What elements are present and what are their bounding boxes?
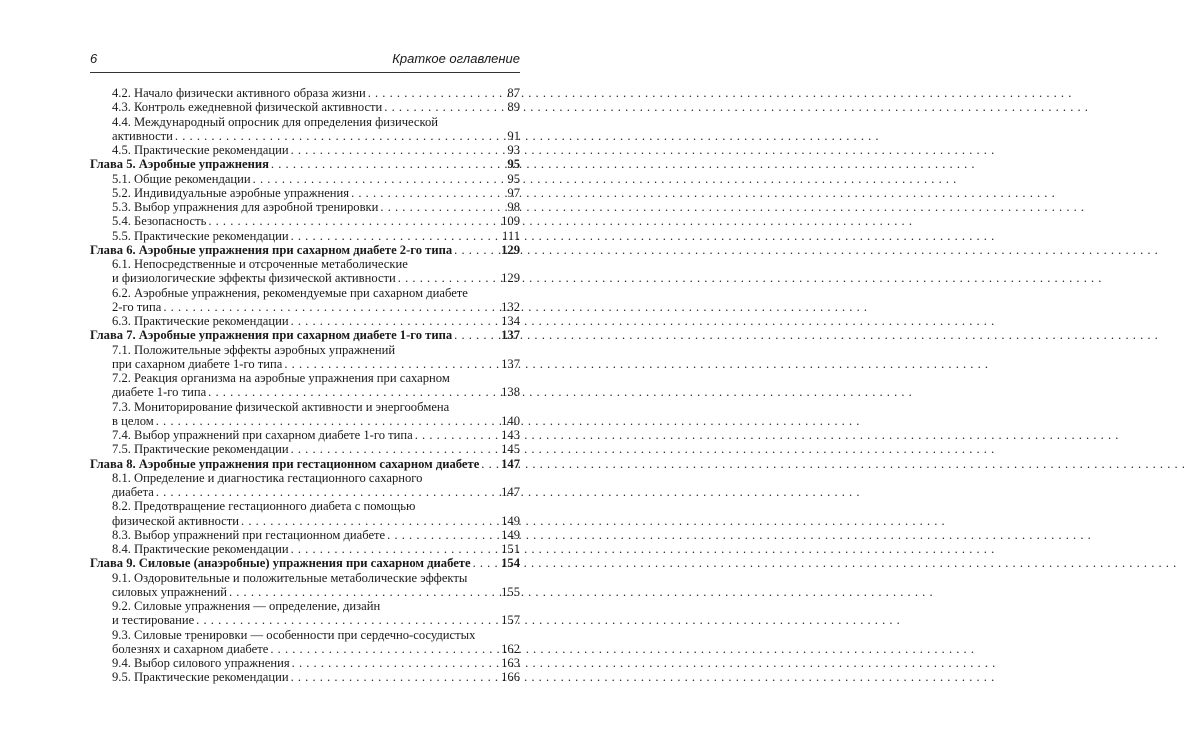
dot-leader — [208, 385, 499, 399]
dot-leader — [473, 556, 500, 570]
toc-section-entry — [90, 542, 520, 556]
page-number: 6 — [90, 51, 98, 66]
toc-section-entry — [90, 528, 520, 542]
toc-entry-title-line: Глава 9. Силовые (анаэробные) упражнения при сахарном диабете — [90, 556, 471, 571]
running-title: Краткое оглавление — [392, 51, 520, 66]
toc-section-entry — [90, 257, 520, 286]
toc-section-entry — [90, 172, 520, 186]
toc-section-entry — [90, 571, 520, 600]
toc-section-entry — [90, 670, 520, 684]
toc-section-entry — [90, 599, 520, 628]
toc-page-number: 91 — [507, 128, 520, 143]
dot-leader — [454, 328, 499, 342]
toc-entry-title-line: физической активности — [112, 513, 240, 528]
toc-section-entry — [90, 100, 520, 114]
dot-leader — [481, 457, 499, 471]
dot-leader — [292, 656, 499, 670]
toc-entry-title-line: 5.3. Выбор упражнения для аэробной тренировки — [112, 200, 379, 214]
toc-chapter-entry — [90, 157, 520, 171]
toc-page-number: 87 — [507, 86, 520, 100]
toc-chapter-entry — [90, 243, 520, 257]
toc-page-number: 95 — [507, 157, 520, 172]
toc-page-number: 163 — [501, 656, 520, 670]
toc-entry-title-line: активности — [112, 128, 173, 143]
toc-entry-title-line: болезнях и сахарном диабете — [112, 641, 269, 656]
toc-chapter-entry — [90, 457, 520, 471]
toc-entry-title-line: Глава 5. Аэробные упражнения — [90, 157, 269, 172]
toc-page-number: 147 — [501, 485, 520, 499]
toc-section-entry — [90, 400, 520, 429]
toc-entry-title-line: в целом — [112, 413, 154, 428]
toc-page-number: 137 — [501, 356, 520, 371]
toc-page-number: 129 — [501, 242, 520, 257]
toc-entry-title-line: 9.2. Силовые упражнения — определение, дизайн — [112, 599, 381, 613]
toc-page-number: 151 — [501, 542, 520, 556]
dot-leader — [253, 172, 506, 186]
toc-section-entry — [90, 229, 520, 243]
toc-section-entry — [90, 628, 520, 657]
toc-entry-title-line: 2-го типа — [112, 299, 162, 314]
toc-section-entry — [90, 442, 520, 456]
toc-entry-title-line: 4.5. Практические рекомендации — [112, 143, 289, 157]
toc-section-entry — [90, 214, 520, 228]
dot-leader — [351, 186, 505, 200]
toc-section-entry — [90, 499, 520, 528]
dot-leader — [163, 300, 499, 314]
dot-leader — [196, 613, 499, 627]
toc-section-entry — [90, 286, 520, 315]
toc-entry-title-line: 9.4. Выбор силового упражнения — [112, 656, 290, 670]
toc-section-entry — [90, 314, 520, 328]
toc-entry-title-line: 7.5. Практические рекомендации — [112, 442, 289, 457]
toc-entry-title-line: Глава 8. Аэробные упражнения при гестационном сахарном диабете — [90, 456, 480, 471]
toc-entry-title-line: 4.3. Контроль ежедневной физической активности — [112, 100, 383, 115]
toc-entry-title-line: 6.3. Практические рекомендации — [112, 314, 289, 328]
toc-entry-title-line: 9.3. Силовые тренировки — особенности при сердечно-сосудистых — [112, 627, 476, 642]
toc-entry-title-line: 5.4. Безопасность — [112, 214, 207, 229]
toc-entry-title-line: 7.4. Выбор упражнений при сахарном диабете 1-го типа — [112, 428, 413, 442]
dot-leader — [284, 357, 499, 371]
toc-section-entry — [90, 86, 520, 100]
dot-leader — [270, 642, 499, 656]
toc-page-number: 134 — [501, 314, 520, 328]
toc-entry-title-line: 7.1. Положительные эффекты аэробных упражнений — [112, 342, 396, 357]
toc-entry-title-line: Глава 6. Аэробные упражнения при сахарном диабете 2-го типа — [90, 242, 453, 257]
toc-section-entry — [90, 428, 520, 442]
toc-entry-title-line: 8.4. Практические рекомендации — [112, 542, 289, 556]
toc-entry-title-line: диабете 1-го типа — [112, 385, 207, 400]
toc-entry-title-line: 8.3. Выбор упражнений при гестационном диабете — [112, 527, 386, 542]
dot-leader — [241, 514, 499, 528]
toc-entry-title-line: 5.1. Общие рекомендации — [112, 171, 251, 186]
toc-section-entry — [90, 471, 520, 500]
toc-page-number: 143 — [501, 428, 520, 442]
dot-leader — [208, 214, 499, 228]
toc-chapter-entry — [90, 328, 520, 342]
toc-page-number: 129 — [501, 271, 520, 286]
dot-leader — [291, 542, 500, 556]
toc-page-number: 95 — [507, 171, 520, 186]
dot-leader — [291, 229, 500, 243]
toc-section-entry — [90, 343, 520, 372]
toc-page-number: 155 — [501, 584, 520, 599]
dot-leader — [291, 314, 500, 328]
toc-page-number: 157 — [501, 613, 520, 628]
toc-entry-title-line: силовых упражнений — [112, 584, 227, 599]
toc-section-entry — [90, 115, 520, 144]
toc-entry-title-line: 4.4. Международный опросник для определения физической — [112, 114, 439, 129]
toc-entry-title-line: 7.3. Мониторирование физической активности и энергообмена — [112, 399, 450, 414]
toc-entry-title-line: 9.1. Оздоровительные и положительные метаболические эффекты — [112, 570, 468, 585]
toc-section-entry — [90, 186, 520, 200]
dot-leader — [291, 670, 500, 684]
toc-entry-title-line: и физиологические эффекты физической активности — [112, 271, 396, 286]
dot-leader — [368, 86, 506, 100]
toc-page-number: 162 — [501, 641, 520, 656]
dot-leader — [380, 200, 505, 214]
page-header — [90, 48, 520, 73]
toc-entry-title-line: 6.1. Непосредственные и отсроченные метаболические — [112, 257, 408, 271]
toc-entry-title-line: 9.5. Практические рекомендации — [112, 670, 289, 685]
dot-leader — [415, 428, 499, 442]
toc-page-number: 89 — [507, 100, 520, 115]
toc-page-number: 154 — [501, 556, 520, 571]
toc-section-entry — [90, 656, 520, 670]
toc-page-number: 132 — [501, 299, 520, 314]
toc-entry-title-line: Глава 7. Аэробные упражнения при сахарном диабете 1-го типа — [90, 328, 453, 343]
toc-page-number: 147 — [501, 456, 520, 471]
dot-leader — [156, 414, 499, 428]
dot-leader — [291, 143, 506, 157]
toc-entry-title-line: диабета — [112, 485, 154, 499]
toc-entry-title-line: 6.2. Аэробные упражнения, рекомендуемые при сахарном диабете — [112, 285, 468, 300]
toc-page-number: 97 — [507, 185, 520, 200]
toc-page-number: 109 — [501, 214, 520, 229]
dot-leader — [384, 100, 505, 114]
toc-entry-title-line: 8.1. Определение и диагностика гестационного сахарного — [112, 470, 423, 485]
dot-leader — [398, 271, 499, 285]
toc-page-number: 138 — [501, 385, 520, 400]
toc-page-number: 166 — [501, 670, 520, 685]
toc-section-entry — [90, 143, 520, 157]
toc-entry-title-line: 5.2. Индивидуальные аэробные упражнения — [112, 185, 350, 200]
toc-entry-title-line: при сахарном диабете 1-го типа — [112, 356, 283, 371]
toc-entry-title-line: 5.5. Практические рекомендации — [112, 228, 289, 243]
dot-leader — [387, 528, 499, 542]
toc-entry-title-line: 8.2. Предотвращение гестационного диабета с помощью — [112, 499, 416, 514]
dot-leader — [454, 243, 499, 257]
toc-page-number: 137 — [501, 328, 520, 343]
dot-leader — [156, 485, 499, 499]
toc-entry-title-line: 4.2. Начало физически активного образа жизни — [112, 86, 366, 100]
toc-section-entry — [90, 200, 520, 214]
toc-page-number: 149 — [501, 527, 520, 542]
table-of-contents — [90, 86, 520, 685]
toc-chapter-entry — [90, 556, 520, 570]
toc-section-entry — [90, 371, 520, 400]
toc-entry-title-line: 7.2. Реакция организма на аэробные упражнения при сахарном — [112, 371, 450, 385]
dot-leader — [229, 585, 499, 599]
toc-page-number: 111 — [502, 228, 520, 243]
dot-leader — [271, 157, 505, 171]
toc-page-number: 140 — [501, 413, 520, 428]
dot-leader — [291, 442, 500, 456]
toc-page-number: 93 — [507, 143, 520, 157]
toc-page-number: 145 — [501, 442, 520, 457]
toc-page-number: 98 — [507, 200, 520, 214]
dot-leader — [175, 129, 505, 143]
toc-page-number: 149 — [501, 513, 520, 528]
toc-entry-title-line: и тестирование — [112, 613, 195, 628]
